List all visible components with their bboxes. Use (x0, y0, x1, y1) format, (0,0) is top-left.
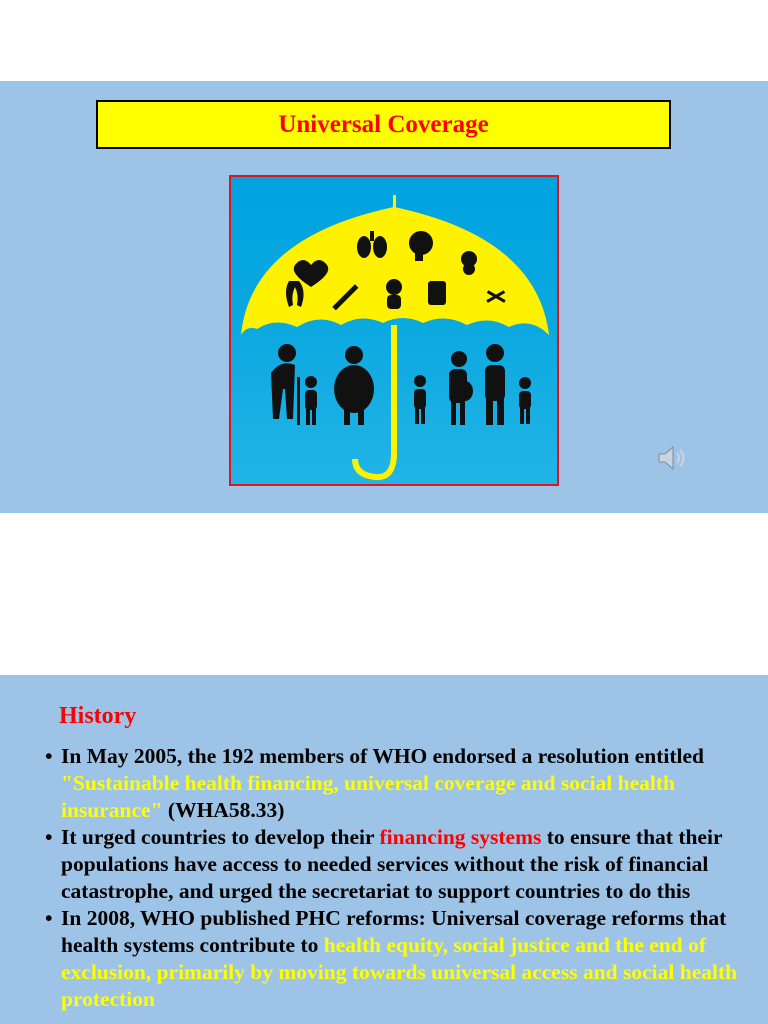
slide-history (0, 675, 768, 1024)
bullet-list (45, 743, 745, 1013)
bullet-symbol: • (45, 825, 53, 849)
bullet-highlight: health equity, social justice and the end of exclusion, primarily by moving towards universal access and social health protection (61, 933, 738, 1011)
bullet-text: It urged countries to develop their (61, 825, 380, 849)
bullet-highlight: financing systems (379, 825, 542, 849)
section-heading: History (59, 703, 137, 729)
bullet-symbol: • (45, 744, 53, 768)
speaker-icon[interactable] (656, 443, 688, 473)
slide-universal-coverage (0, 81, 768, 513)
bullet-text: In 2008, WHO published PHC reforms: Universal coverage reforms that health systems contribute to (61, 906, 727, 957)
list-item (45, 743, 745, 824)
bullet-symbol: • (45, 906, 53, 930)
bullet-highlight: "Sustainable health financing, universal coverage and social health insurance" (61, 771, 675, 822)
bullet-text: In May 2005, the 192 members of WHO endorsed a resolution entitled (61, 744, 704, 768)
bullet-text: (WHA58.33) (162, 798, 285, 822)
bullet-text: to ensure that their populations have access to needed services without the risk of financial catastrophe, and urged the secretariat to support countries to do this (61, 825, 723, 903)
list-item (45, 905, 745, 1013)
umbrella-family-health-icon (229, 175, 559, 486)
list-item (45, 824, 745, 905)
title-box (96, 100, 671, 149)
slide-title: Universal Coverage (278, 110, 489, 138)
